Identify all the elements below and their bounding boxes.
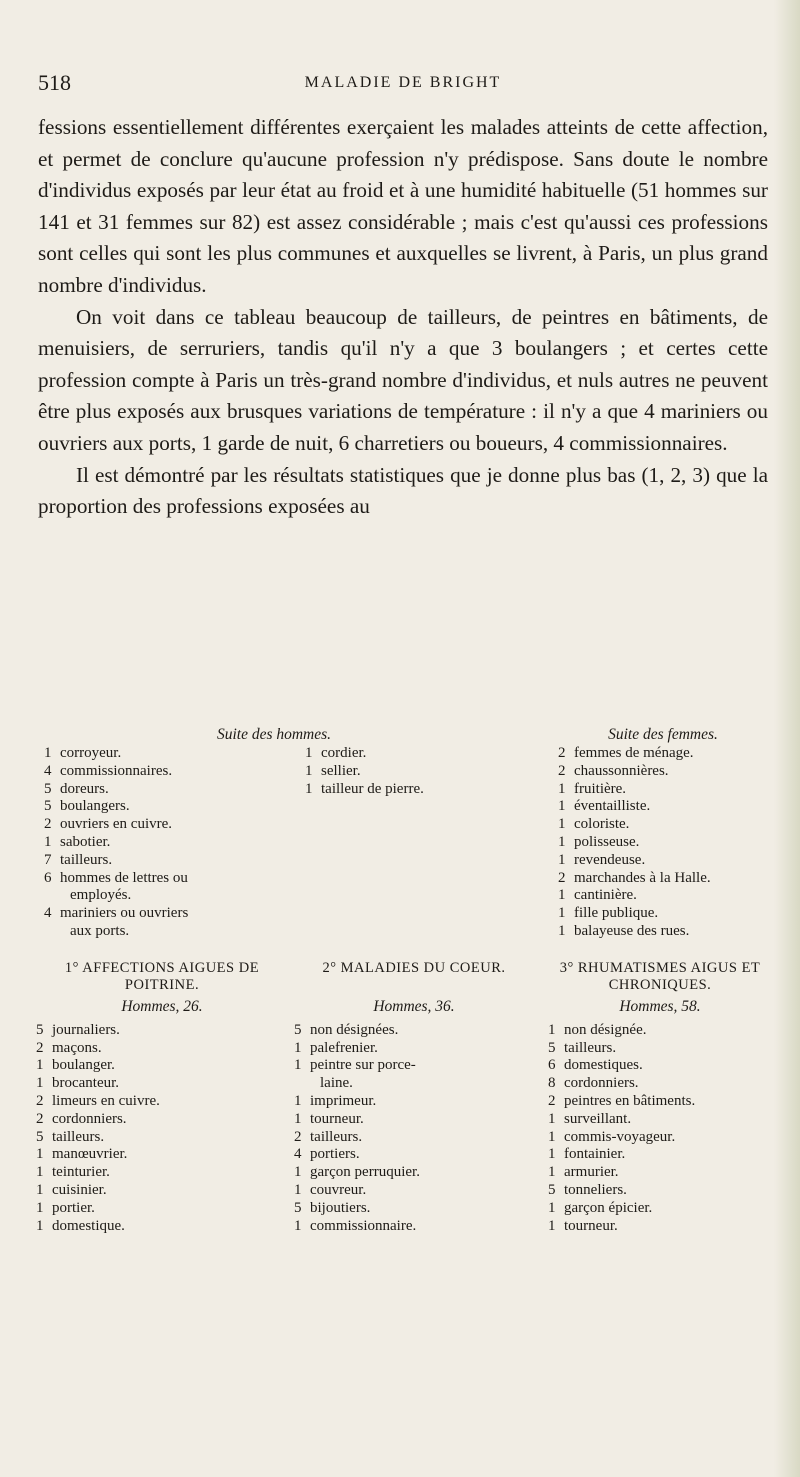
- item-label: tourneur.: [310, 1110, 364, 1127]
- item-label: cuisinier.: [52, 1181, 107, 1198]
- list-item: [36, 1022, 288, 1040]
- item-count: 1: [44, 745, 52, 761]
- item-count: 5: [36, 1021, 44, 1038]
- item-count: 1: [548, 1146, 556, 1163]
- item-count: 1: [548, 1021, 556, 1038]
- item-label: garçon épicier.: [564, 1199, 653, 1216]
- column-maladies-coeur: [294, 960, 534, 1235]
- item-label: mariniers ou ouvriers: [60, 905, 189, 922]
- running-title: MALADIE DE BRIGHT: [304, 74, 502, 91]
- page-edge-shadow: [774, 0, 800, 1477]
- section-title: 2° MALADIES DU COEUR.: [322, 960, 506, 976]
- list-item: [44, 798, 284, 816]
- list-item: [548, 1040, 772, 1058]
- page-header: [38, 70, 768, 100]
- list-item: [548, 1111, 772, 1129]
- item-label: garçon perruquier.: [310, 1164, 420, 1181]
- item-count: 1: [294, 1057, 302, 1074]
- item-label: tailleurs.: [310, 1128, 363, 1145]
- item-label: aux ports.: [70, 922, 130, 939]
- list-item: [558, 781, 773, 799]
- paragraph: fessions essentiellement différentes exerçaient les malades atteints de cette affection, et permet de conclure qu'aucune profession n'y prédispose. Sans doute le nombre d'individus exposés par leur état au froid et à une humidité habituelle (51 hommes sur 141 et 31 femmes sur 82) est assez considérable ; mais c'est qu'aussi ces professions sont celles qui sont les plus communes et auxquelles se livrent, à Paris, un plus grand nombre d'individus.: [38, 115, 768, 297]
- list-item: [548, 1146, 772, 1164]
- item-count: 1: [294, 1181, 302, 1198]
- list-item: [294, 1218, 534, 1236]
- item-label: imprimeur.: [310, 1092, 377, 1109]
- item-label: non désignée.: [564, 1021, 647, 1038]
- item-count: 8: [548, 1075, 556, 1092]
- body-text: [38, 112, 768, 523]
- item-count: 1: [36, 1217, 44, 1234]
- list-item: [36, 1146, 288, 1164]
- item-label: marchandes à la Halle.: [574, 869, 711, 886]
- list-item: [548, 1164, 772, 1182]
- list-item: [294, 1146, 534, 1164]
- item-count: 1: [294, 1217, 302, 1234]
- item-label: commissionnaire.: [310, 1217, 417, 1234]
- item-label: revendeuse.: [574, 851, 646, 868]
- item-count: 1: [558, 851, 566, 868]
- list-item: [294, 1111, 534, 1129]
- item-label: journaliers.: [52, 1021, 120, 1038]
- item-count: 2: [44, 816, 52, 833]
- item-label: sabotier.: [60, 833, 111, 850]
- item-label: polisseuse.: [574, 833, 640, 850]
- list-item: [558, 816, 773, 834]
- column-rhumatismes: [548, 960, 772, 1235]
- item-label: fille publique.: [574, 905, 659, 922]
- list-item: [36, 1075, 288, 1093]
- item-label: ouvriers en cuivre.: [60, 816, 173, 833]
- list-men-col1: [44, 745, 284, 941]
- list-item: [548, 1182, 772, 1200]
- item-count: 1: [294, 1092, 302, 1109]
- paragraph: On voit dans ce tableau beaucoup de tailleurs, de peintres en bâtiments, de menuisiers, de serruriers, tandis qu'il n'y a que 3 boulangers ; et certes cette profession compte à Paris un très-grand nombre d'individus, et nuls autres ne peuvent être plus exposés aux brusques variations de température : il n'y a que 4 mariniers ou ouvriers aux ports, 1 garde de nuit, 6 charretiers ou boueurs, 4 commissionnaires.: [38, 304, 768, 455]
- item-label: sellier.: [321, 762, 361, 779]
- list-item: [305, 763, 525, 781]
- list-item: [548, 1075, 772, 1093]
- list-item: [44, 852, 284, 870]
- list-men-col2: [305, 745, 525, 798]
- item-count: [44, 887, 60, 905]
- section-title: 3° RHUMATISMES AIGUS ET CHRONIQUES.: [559, 960, 761, 993]
- section-subtitle: Hommes, 26.: [121, 998, 203, 1015]
- list-item: [558, 923, 773, 941]
- item-label: chaussonnières.: [574, 762, 669, 779]
- item-count: 1: [558, 905, 566, 922]
- list-item: [558, 834, 773, 852]
- item-count: 5: [36, 1128, 44, 1145]
- item-count: 1: [558, 833, 566, 850]
- item-label: domestique.: [52, 1217, 125, 1234]
- list-item: [548, 1200, 772, 1218]
- list-item: [294, 1129, 534, 1147]
- item-label: armurier.: [564, 1164, 619, 1181]
- list-item: [36, 1129, 288, 1147]
- item-count: 2: [558, 762, 566, 779]
- item-label: bijoutiers.: [310, 1199, 371, 1216]
- item-count: 1: [44, 833, 52, 850]
- item-label: commis-voyageur.: [564, 1128, 676, 1145]
- list-item: [305, 745, 525, 763]
- item-label: hommes de lettres ou: [60, 869, 188, 886]
- item-count: 1: [558, 780, 566, 797]
- item-label: tailleurs.: [564, 1039, 617, 1056]
- list-item: [44, 834, 284, 852]
- item-count: 4: [44, 905, 52, 922]
- item-label: brocanteur.: [52, 1075, 120, 1092]
- list-item: [548, 1129, 772, 1147]
- item-label: cordier.: [321, 745, 367, 761]
- item-count: 2: [558, 745, 566, 761]
- list-item: [294, 1075, 534, 1093]
- section-subtitle: Hommes, 36.: [373, 998, 455, 1015]
- list-item: [548, 1022, 772, 1040]
- item-count: 5: [548, 1181, 556, 1198]
- item-label: cordonniers.: [52, 1110, 127, 1127]
- item-count: [294, 1075, 310, 1093]
- list-item: [558, 763, 773, 781]
- item-label: doreurs.: [60, 780, 109, 797]
- item-label: tonneliers.: [564, 1181, 627, 1198]
- list-women: [558, 745, 773, 941]
- item-count: 1: [558, 922, 566, 939]
- list-item: [294, 1057, 534, 1075]
- list-item: [294, 1182, 534, 1200]
- item-count: 5: [44, 798, 52, 815]
- list-item: [294, 1022, 534, 1040]
- item-count: 1: [36, 1164, 44, 1181]
- item-count: 2: [36, 1039, 44, 1056]
- list-item: [558, 852, 773, 870]
- item-count: 1: [36, 1075, 44, 1092]
- item-count: 5: [44, 780, 52, 797]
- item-count: 4: [294, 1146, 302, 1163]
- page-number: 518: [38, 70, 71, 95]
- list-item: [44, 887, 284, 905]
- item-count: 1: [294, 1039, 302, 1056]
- item-count: 1: [558, 887, 566, 904]
- item-label: cordonniers.: [564, 1075, 639, 1092]
- list-item: [558, 905, 773, 923]
- item-label: balayeuse des rues.: [574, 922, 690, 939]
- list-item: [36, 1200, 288, 1218]
- item-count: 6: [548, 1057, 556, 1074]
- item-label: boulanger.: [52, 1057, 115, 1074]
- list-item: [36, 1111, 288, 1129]
- list-item: [294, 1040, 534, 1058]
- list-item: [558, 887, 773, 905]
- item-count: 6: [44, 869, 52, 886]
- item-label: éventailliste.: [574, 798, 651, 815]
- item-label: palefrenier.: [310, 1039, 378, 1056]
- item-count: 2: [558, 869, 566, 886]
- item-count: 1: [294, 1164, 302, 1181]
- item-count: 1: [548, 1217, 556, 1234]
- list-item: [558, 870, 773, 888]
- heading-men: Suite des hommes.: [216, 726, 332, 743]
- item-count: 1: [548, 1199, 556, 1216]
- item-count: 1: [36, 1146, 44, 1163]
- item-label: peintres en bâtiments.: [564, 1092, 696, 1109]
- heading-women: Suite des femmes.: [608, 726, 718, 743]
- list-item: [36, 1093, 288, 1111]
- item-label: tailleur de pierre.: [321, 780, 424, 797]
- item-label: teinturier.: [52, 1164, 110, 1181]
- list-item: [44, 905, 284, 923]
- item-count: 2: [36, 1110, 44, 1127]
- list-item: [36, 1218, 288, 1236]
- item-label: tailleurs.: [60, 851, 113, 868]
- list-item: [305, 781, 525, 799]
- item-count: 1: [36, 1199, 44, 1216]
- list-item: [44, 763, 284, 781]
- item-count: 5: [294, 1199, 302, 1216]
- item-label: tailleurs.: [52, 1128, 105, 1145]
- list-item: [558, 745, 773, 763]
- item-count: 1: [548, 1110, 556, 1127]
- item-label: laine.: [320, 1075, 353, 1092]
- list-item: [294, 1200, 534, 1218]
- item-count: 2: [294, 1128, 302, 1145]
- item-count: 1: [548, 1128, 556, 1145]
- list-item: [294, 1093, 534, 1111]
- list-item: [44, 870, 284, 888]
- list-item: [294, 1164, 534, 1182]
- list-item: [44, 816, 284, 834]
- item-label: portier.: [52, 1199, 95, 1216]
- item-label: tourneur.: [564, 1217, 618, 1234]
- column-affections-poitrine: [36, 960, 288, 1235]
- item-label: coloriste.: [574, 816, 630, 833]
- item-label: boulangers.: [60, 798, 130, 815]
- item-count: 2: [548, 1092, 556, 1109]
- section-subtitle: Hommes, 58.: [619, 998, 701, 1015]
- item-label: non désignées.: [310, 1021, 399, 1038]
- list-item: [44, 745, 284, 763]
- item-label: limeurs en cuivre.: [52, 1092, 160, 1109]
- item-count: 1: [305, 762, 313, 779]
- item-label: surveillant.: [564, 1110, 632, 1127]
- item-label: maçons.: [52, 1039, 102, 1056]
- item-label: cantinière.: [574, 887, 637, 904]
- paragraph: Il est démontré par les résultats statistiques que je donne plus bas (1, 2, 3) que la proportion des professions exposées au: [38, 462, 768, 519]
- item-count: 1: [36, 1057, 44, 1074]
- item-label: domestiques.: [564, 1057, 643, 1074]
- list-item: [558, 798, 773, 816]
- item-count: 2: [36, 1092, 44, 1109]
- item-count: 7: [44, 851, 52, 868]
- list-item: [44, 781, 284, 799]
- item-label: employés.: [70, 887, 132, 904]
- item-label: manœuvrier.: [52, 1146, 128, 1163]
- item-count: 1: [558, 798, 566, 815]
- item-label: couvreur.: [310, 1181, 367, 1198]
- list-item: [36, 1057, 288, 1075]
- list-item: [548, 1057, 772, 1075]
- list-item: [548, 1093, 772, 1111]
- list-item: [36, 1182, 288, 1200]
- item-label: peintre sur porce-: [310, 1057, 416, 1074]
- list-item: [44, 923, 284, 941]
- item-count: [44, 923, 60, 941]
- item-count: 1: [305, 745, 313, 761]
- item-label: portiers.: [310, 1146, 360, 1163]
- item-count: 4: [44, 762, 52, 779]
- item-label: corroyeur.: [60, 745, 122, 761]
- item-count: 1: [558, 816, 566, 833]
- item-label: fruitière.: [574, 780, 627, 797]
- list-item: [36, 1040, 288, 1058]
- list-item: [36, 1164, 288, 1182]
- item-count: 1: [294, 1110, 302, 1127]
- item-label: commissionnaires.: [60, 762, 173, 779]
- item-count: 5: [548, 1039, 556, 1056]
- item-count: 1: [305, 780, 313, 797]
- section-title: 1° AFFECTIONS AIGUES DE POITRINE.: [64, 960, 260, 993]
- item-count: 5: [294, 1021, 302, 1038]
- list-item: [548, 1218, 772, 1236]
- item-count: 1: [36, 1181, 44, 1198]
- item-label: fontainier.: [564, 1146, 626, 1163]
- item-count: 1: [548, 1164, 556, 1181]
- item-label: femmes de ménage.: [574, 745, 694, 761]
